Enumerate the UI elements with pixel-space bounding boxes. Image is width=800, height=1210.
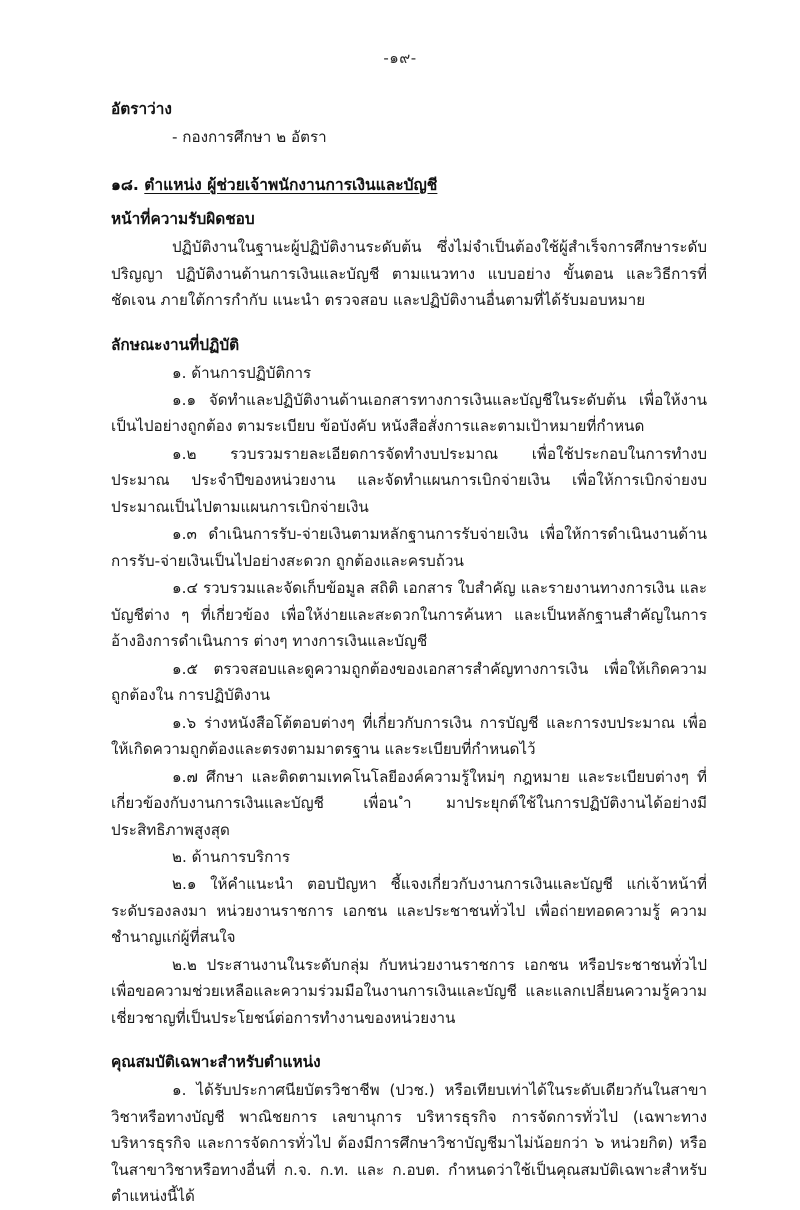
vacancy-heading: อัตราว่าง bbox=[111, 100, 172, 118]
page-number: -๑๙- bbox=[383, 49, 417, 67]
responsibilities-heading: หน้าที่ความรับผิดชอบ bbox=[111, 210, 255, 228]
position-title: ตำแหน่ง ผู้ช่วยเจ้าพนักงานการเงินและบัญชี bbox=[144, 176, 438, 194]
qualification-item: ๑. ได้รับประกาศนียบัตรวิชาชีพ (ปวช.) หรือเทียบเท่าได้ในระดับเดียวกันในสาขาวิชาหรือทางบัญชี พาณิชยการ เลขานุการ บริหารธุรกิจ การจัดการทั่วไป (เฉพาะทางบริหารธุรกิจ และการจัดการทั่วไป ต้องมีการศึกษาวิชาบัญชีมาไม่น้อยกว่า ๖ หน่วยกิต) หรือในสาขาวิชาหรือทางอื่นที่ ก.จ. ก.ท. และ ก.อบต. กำหนดว่าใช้เป็นคุณสมบัติเฉพาะสำหรับตำแหน่งนี้ได้ bbox=[111, 1081, 707, 1205]
vacancy-entry: - กองการศึกษา ๒ อัตรา bbox=[172, 128, 327, 146]
document-content bbox=[111, 96, 707, 1210]
duty-item: ๑.๓ ดำเนินการรับ-จ่ายเงินตามหลักฐานการรับจ่ายเงิน เพื่อให้การดำเนินงานด้านการรับ-จ่ายเงินเป็นไปอย่างสะดวก ถูกต้องและครบถ้วน bbox=[111, 525, 707, 570]
responsibilities-body: ปฏิบัติงานในฐานะผู้ปฏิบัติงานระดับต้น ซึ่งไม่จำเป็นต้องใช้ผู้สำเร็จการศึกษาระดับปริญญา ปฏิบัติงานด้านการเงินและบัญชี ตามแนวทาง แบบอย่าง ขั้นตอน และวิธีการที่ชัดเจน ภายใต้การกำกับ แนะนำ ตรวจสอบ และปฏิบัติงานอื่นตามที่ได้รับมอบหมาย bbox=[111, 238, 707, 309]
qualifications-heading: คุณสมบัติเฉพาะสำหรับตำแหน่ง bbox=[111, 1053, 321, 1071]
duties-section-label: ๑. ด้านการปฏิบัติการ bbox=[172, 363, 312, 382]
position-heading bbox=[111, 172, 707, 198]
position-number: ๑๘. bbox=[111, 176, 139, 194]
duty-item: ๑.๒ รวบรวมรายละเอียดการจัดทำงบประมาณ เพื่อใช้ประกอบในการทำงบประมาณ ประจำปีของหน่วยงาน และจัดทำแผนการเบิกจ่ายเงิน เพื่อให้การเบิกจ่ายงบประมาณเป็นไปตามแผนการเบิกจ่ายเงิน bbox=[111, 444, 707, 516]
duty-item: ๑.๗ ศึกษา และติดตามเทคโนโลยีองค์ความรู้ใหม่ๆ กฎหมาย และระเบียบต่างๆ ที่ เกี่ยวข้องกับงานการเงินและบัญชี เพื่อน ำมาประยุกต์ใช้ในการปฏิบัติงานได้อย่างมีประสิทธิภาพสูงสุด bbox=[111, 767, 707, 839]
duty-item: ๑.๑ จัดทำและปฏิบัติงานด้านเอกสารทางการเงินและบัญชีในระดับต้น เพื่อให้งาน เป็นไปอย่างถูกต้อง ตามระเบียบ ข้อบังคับ หนังสือสั่งการและตามเป้าหมายที่กำหนด bbox=[111, 390, 707, 435]
duties-section-label: ๒. ด้านการบริการ bbox=[172, 848, 290, 866]
duty-item: ๒.๑ ให้คำแนะนำ ตอบปัญหา ชี้แจงเกี่ยวกับงานการเงินและบัญชี แก่เจ้าหน้าที่ระดับรองลงมา หน่วยงานราชการ เอกชน และประชาชนทั่วไป เพื่อถ่ายทอดความรู้ ความชำนาญแก่ผู้ที่สนใจ bbox=[111, 875, 707, 946]
duty-item: ๑.๖ ร่างหนังสือโต้ตอบต่างๆ ที่เกี่ยวกับการเงิน การบัญชี และการงบประมาณ เพื่อให้เกิดความถูกต้องและตรงตามมาตรฐาน และระเบียบที่กำหนดไว้ bbox=[111, 713, 707, 758]
duty-item: ๑.๔ รวบรวมและจัดเก็บข้อมูล สถิติ เอกสาร ใบสำคัญ และรายงานทางการเงิน และบัญชีต่าง ๆ ที่เกี่ยวข้อง เพื่อให้ง่ายและสะดวกในการค้นหา และเป็นหลักฐานสำคัญในการอ้างอิงการดำเนินการ ต่างๆ ทางการเงินและบัญชี bbox=[111, 579, 707, 650]
duty-item: ๒.๒ ประสานงานในระดับกลุ่ม กับหน่วยงานราชการ เอกชน หรือประชาชนทั่วไป เพื่อขอความช่วยเหลือและความร่วมมือในงานการเงินและบัญชี และแลกเปลี่ยนความรู้ความเชี่ยวชาญที่เป็นประโยชน์ต่อการทำงานของหน่วยงาน bbox=[111, 955, 707, 1027]
duties-heading: ลักษณะงานที่ปฏิบัติ bbox=[111, 335, 240, 354]
duty-item: ๑.๕ ตรวจสอบและดูความถูกต้องของเอกสารสำคัญทางการเงิน เพื่อให้เกิดความ ถูกต้องใน การปฏิบัติงาน bbox=[111, 659, 707, 704]
